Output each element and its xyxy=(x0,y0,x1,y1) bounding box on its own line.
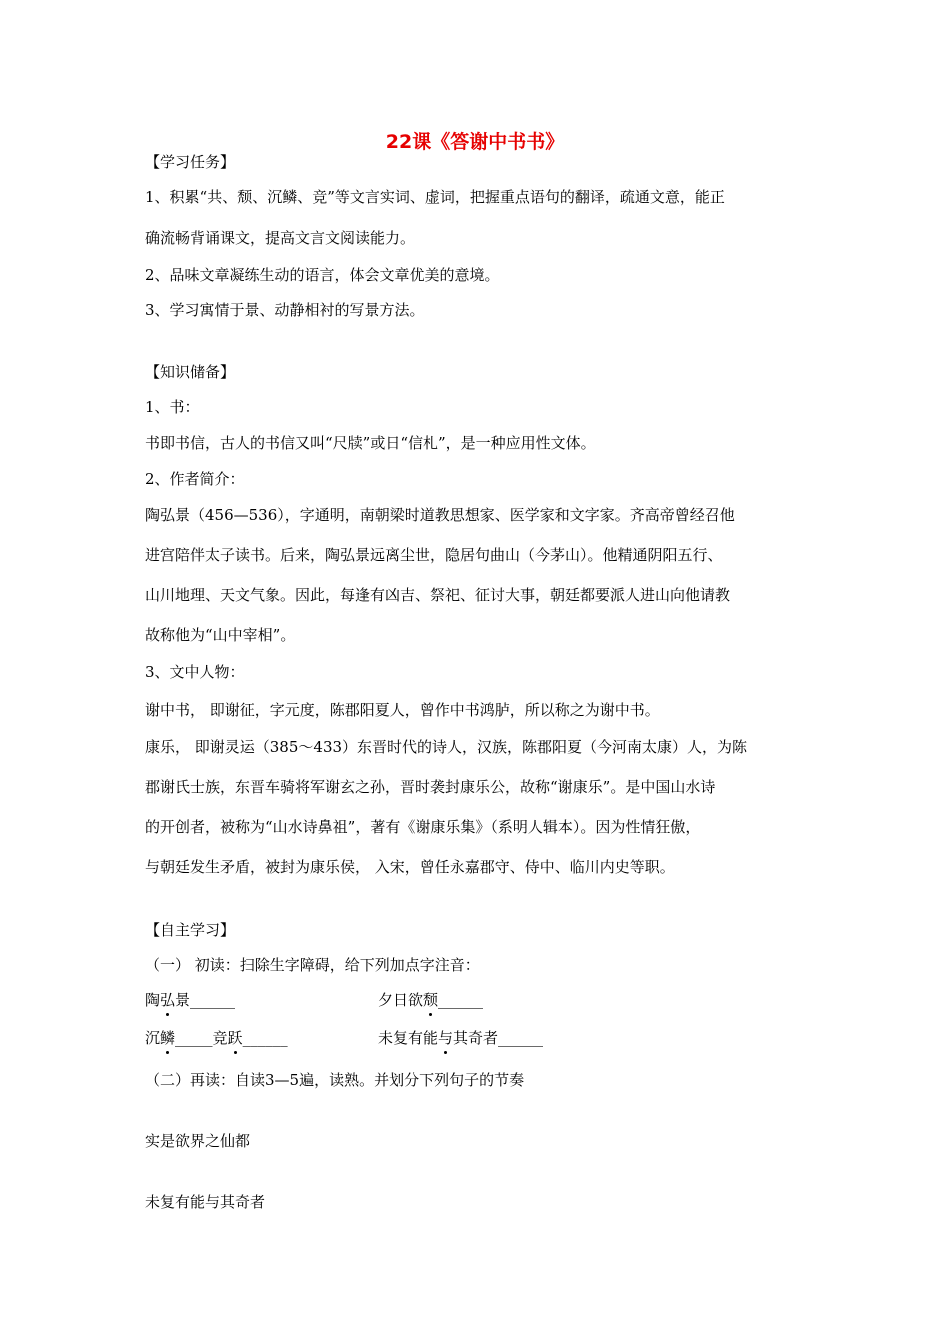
text-line: 与朝廷发生矛盾，被封为康乐侯， 入宋，曾任永嘉郡守、侍中、临川内史等职。 xyxy=(145,858,675,876)
text-line: 1、积累“共、颓、沉鳞、竞”等文言实词、虚词，把握重点语句的翻译，疏通文意，能正 xyxy=(145,188,725,206)
text-line: 进宫陪伴太子读书。后来，陶弘景远离尘世，隐居句曲山（今茅山）。他精通阴阳五行、 xyxy=(145,546,723,564)
pinyin-item: 夕日欲颓______ xyxy=(378,991,484,1009)
sentence: 实是欲界之仙都 xyxy=(145,1132,251,1150)
pinyin-item: 沉鳞_____竞跃______ xyxy=(145,1029,288,1047)
section-heading-knowledge: 【知识储备】 xyxy=(145,363,236,381)
text-line: 确流畅背诵课文，提高文言文阅读能力。 xyxy=(145,229,416,247)
text-line: 故称他为“山中宰相”。 xyxy=(145,626,296,644)
dotted-char: 弘 xyxy=(160,991,176,1009)
dotted-char: 与 xyxy=(438,1029,454,1047)
pinyin-item: 未复有能与其奇者______ xyxy=(378,1029,544,1047)
sentence: 未复有能与其奇者 xyxy=(145,1193,266,1211)
pinyin-item: 陶弘景______ xyxy=(145,991,236,1009)
text-line: （一） 初读：扫除生字障碍，给下列加点字注音： xyxy=(145,956,480,974)
dotted-char: 颓 xyxy=(423,991,439,1009)
text-line: 书即书信，古人的书信又叫“尺牍”或日“信札”，是一种应用性文体。 xyxy=(145,434,596,452)
section-heading-self-study: 【自主学习】 xyxy=(145,921,236,939)
dotted-char: 跃 xyxy=(227,1029,243,1047)
text-line: （二）再读：自读3—5遍，读熟。并划分下列句子的节奏 xyxy=(145,1071,525,1089)
section-heading-tasks: 【学习任务】 xyxy=(145,153,236,171)
text-line: 郡谢氏士族，东晋车骑将军谢玄之孙，晋时袭封康乐公，故称“谢康乐”。是中国山水诗 xyxy=(145,778,716,796)
text-line: 谢中书， 即谢征，字元度，陈郡阳夏人，曾作中书鸿胪，所以称之为谢中书。 xyxy=(145,701,660,719)
text-line: 2、品味文章凝练生动的语言，体会文章优美的意境。 xyxy=(145,266,500,284)
text-line: 3、文中人物： xyxy=(145,663,245,681)
text-line: 山川地理、天文气象。因此，每逢有凶吉、祭祀、征讨大事，朝廷都要派人进山向他请教 xyxy=(145,586,731,604)
text-line: 3、学习寓情于景、动静相衬的写景方法。 xyxy=(145,301,425,319)
page-title: 22课《答谢中书书》 xyxy=(385,131,565,153)
text-line: 陶弘景（456—536），字通明，南朝梁时道教思想家、医学家和文字家。齐高帝曾经召他 xyxy=(145,506,735,524)
text-line: 1、书： xyxy=(145,398,200,416)
dotted-char: 鳞 xyxy=(160,1029,176,1047)
text-line: 2、作者简介： xyxy=(145,470,245,488)
text-line: 康乐， 即谢灵运（385～433）东晋时代的诗人，汉族，陈郡阳夏（今河南太康）人，为陈 xyxy=(145,738,748,756)
text-line: 的开创者，被称为“山水诗鼻祖”，著有《谢康乐集》（系明人辑本）。因为性情狂傲， xyxy=(145,818,701,836)
